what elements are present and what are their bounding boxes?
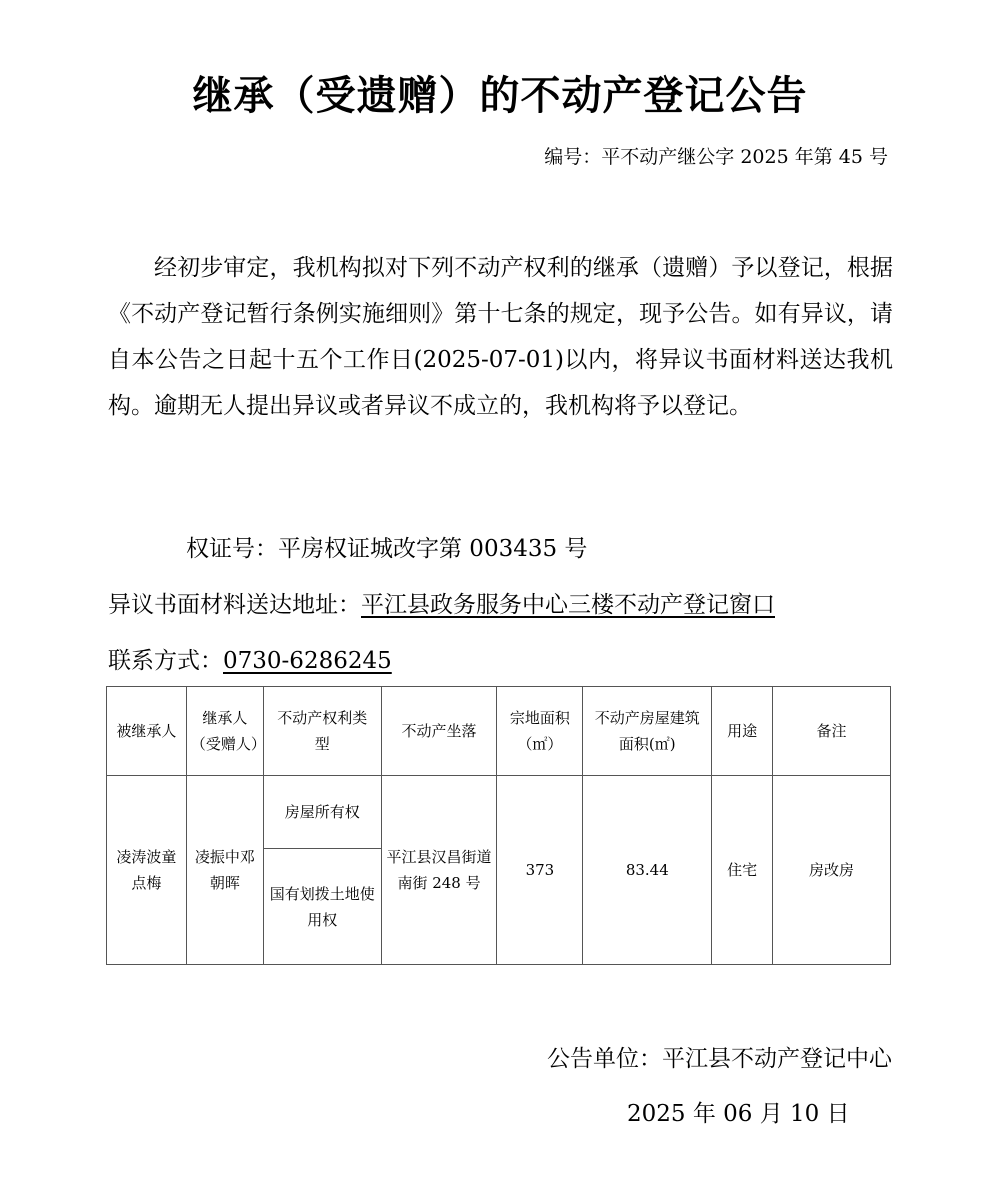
header-right-type: 不动产权利类 型 — [263, 687, 381, 776]
body-paragraph: 经初步审定，我机构拟对下列不动产权利的继承（遗赠）予以登记，根据《不动产登记暂行条例实施细则》第十七条的规定，现予公告。如有异议，请自本公告之日起十五个工作日(2025-07-01)以内，将异议书面材料送达我机构。逾期无人提出异议或者异议不成立的，我机构将予以登记。 — [108, 255, 893, 419]
document-number: 编号：平不动产继公字 2025 年第 45 号 — [544, 146, 888, 168]
table-header-row — [107, 687, 891, 776]
certificate-value: 平房权证城改字第 003435 号 — [278, 536, 588, 562]
header-heir: 继承人（受赠人） — [186, 687, 263, 776]
address-label: 异议书面材料送达地址： — [108, 592, 361, 618]
header-location: 不动产坐落 — [381, 687, 497, 776]
registration-table — [106, 686, 891, 965]
issuing-unit: 公告单位：平江县不动产登记中心 — [547, 1046, 892, 1072]
address-line — [108, 586, 775, 619]
header-remarks: 备注 — [773, 687, 891, 776]
cell-land-area: 373 — [497, 776, 583, 965]
cell-location: 平江县汉昌街道南街 248 号 — [381, 776, 497, 965]
issue-date: 2025 年 06 月 10 日 — [627, 1101, 850, 1127]
cell-right-type-2: 国有划拨土地使用权 — [263, 849, 381, 965]
cell-remarks: 房改房 — [773, 776, 891, 965]
certificate-line — [186, 530, 587, 563]
cell-usage: 住宅 — [712, 776, 773, 965]
contact-label: 联系方式： — [108, 648, 223, 674]
header-building-area: 不动产房屋建筑面积(㎡) — [583, 687, 712, 776]
page-title: 继承（受遗赠）的不动产登记公告 — [192, 73, 808, 119]
header-usage: 用途 — [712, 687, 773, 776]
contact-value: 0730-6286245 — [223, 648, 392, 674]
header-land-area: 宗地面积（㎡） — [497, 687, 583, 776]
cell-building-area: 83.44 — [583, 776, 712, 965]
address-value: 平江县政务服务中心三楼不动产登记窗口 — [361, 592, 775, 618]
certificate-label: 权证号： — [186, 536, 278, 562]
header-decedent: 被继承人 — [107, 687, 187, 776]
cell-right-type-1: 房屋所有权 — [263, 776, 381, 849]
table-row — [107, 776, 891, 849]
contact-line — [108, 642, 392, 675]
cell-heir: 凌振中邓朝晖 — [186, 776, 263, 965]
cell-decedent: 凌涛波童点梅 — [107, 776, 187, 965]
